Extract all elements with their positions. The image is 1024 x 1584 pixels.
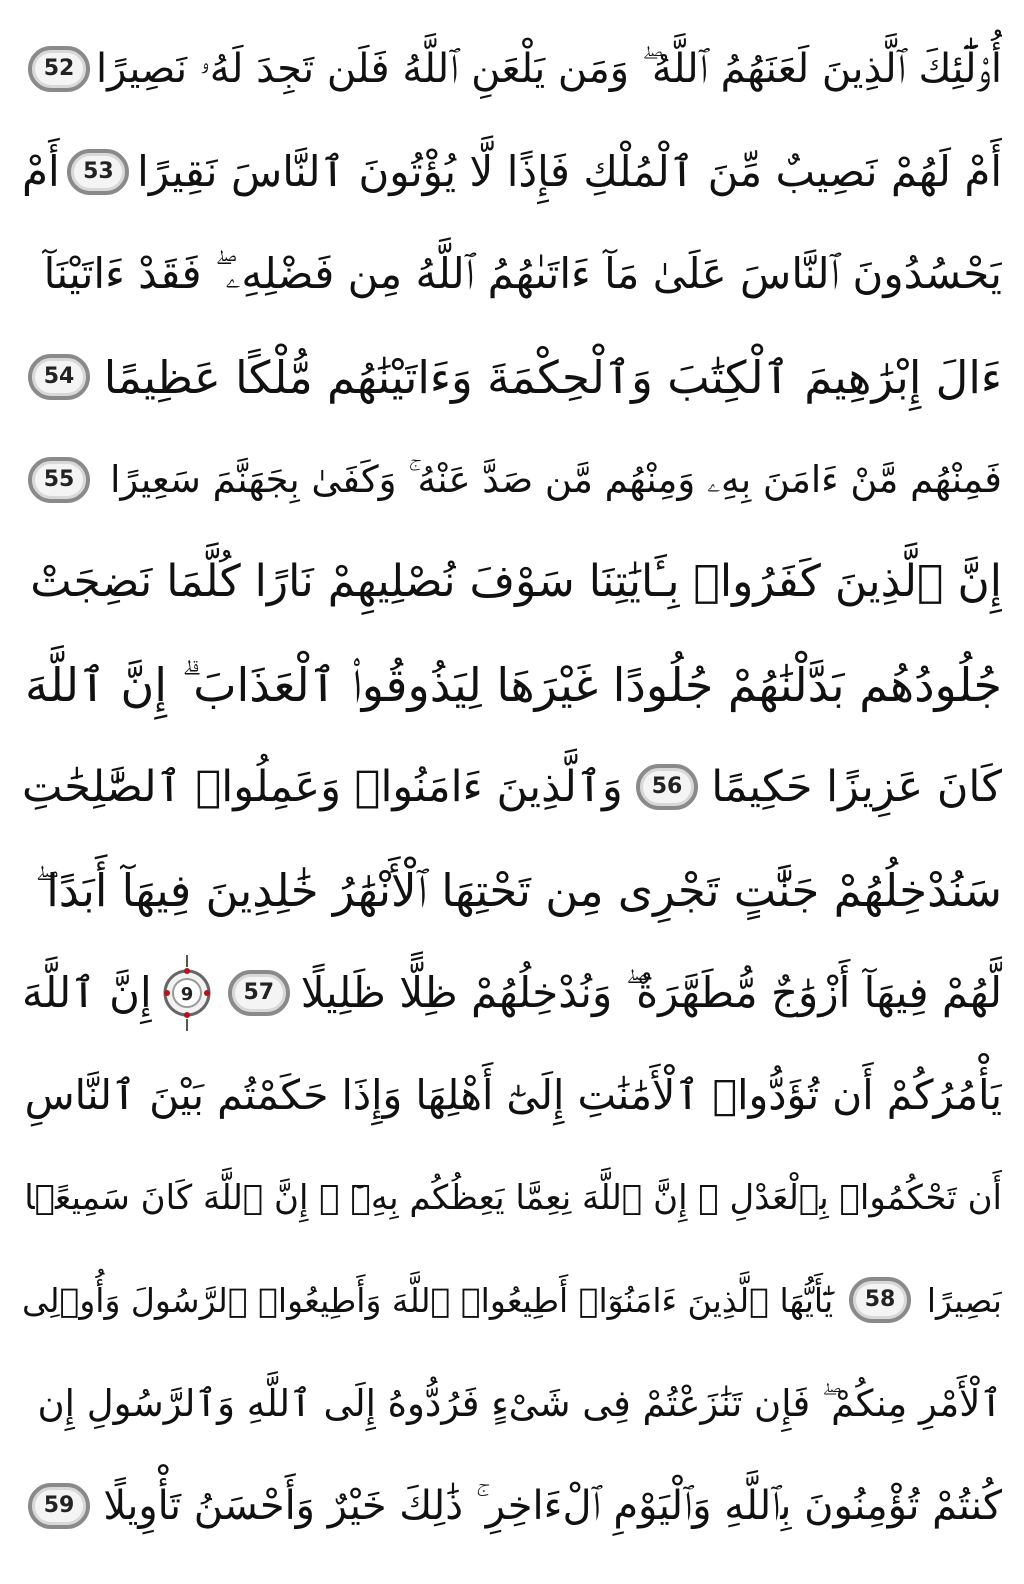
verse-text: ءَالَ إِبْرَٰهِيمَ ٱلْكِتَٰبَ وَٱلْحِكْمَةَ وَءَاتَيْنَٰهُم مُّلْكًا عَظِيمًا [103, 350, 1002, 404]
ayah-end-marker [636, 764, 698, 810]
verse-text: كَانَ عَزِيزًا حَكِيمًا [711, 761, 1002, 812]
ayah-end-marker [28, 1483, 90, 1529]
verse-text: يَحْسُدُونَ ٱلنَّاسَ عَلَىٰ مَآ ءَاتَىٰهُمُ ٱللَّهُ مِن فَضْلِهِۦ ۖ فَقَدْ ءَاتَيْنَآ [43, 249, 1002, 299]
text-line [22, 941, 1002, 1044]
text-line [22, 1147, 1002, 1250]
ayah-end-marker [228, 970, 290, 1016]
text-line [22, 1454, 1002, 1557]
verse-text: أَمْ لَهُمْ نَصِيبٌ مِّنَ ٱلْمُلْكِ فَإِذًا لَّا يُؤْتُونَ ٱلنَّاسَ نَقِيرًا [137, 146, 1002, 196]
ayah-end-marker [849, 1277, 911, 1323]
ayah-number: 52 [43, 56, 75, 82]
ayah-end-marker [28, 354, 90, 400]
ayah-number: 56 [651, 774, 683, 800]
ayah-number: 54 [43, 364, 75, 390]
verse-text: ٱلْأَمْرِ مِنكُمْ ۖ فَإِن تَنَٰزَعْتُمْ فِى شَىْءٍ فَرُدُّوهُ إِلَى ٱللَّهِ وَٱلرَّسُولِ إِن [37, 1381, 1002, 1425]
text-line [22, 18, 1002, 121]
text-line [22, 121, 1002, 224]
verse-text: أَمْ [22, 146, 60, 196]
ayah-end-marker [28, 46, 90, 92]
verse-text: يَأْمُرُكُمْ أَن تُؤَدُّوا۟ ٱلْأَمَٰنَٰتِ إِلَىٰٓ أَهْلِهَا وَإِذَا حَكَمْتُم بَيْنَ ٱلنَّاسِ [24, 1070, 1002, 1119]
verse-text: إِنَّ ٱللَّهَ [22, 967, 152, 1017]
verse-text: بَصِيرًا [926, 1280, 1002, 1320]
verse-text: أَن تَحْكُمُوا۟ بِٱلْعَدْلِ ۚ إِنَّ ٱللَّهَ نِعِمَّا يَعِظُكُم بِهِۦٓ ۗ إِنَّ ٱللَّهَ كَانَ سَمِيعًۢا [24, 1177, 1002, 1218]
text-line [22, 736, 1002, 839]
text-line [22, 223, 1002, 326]
text-line [22, 326, 1002, 429]
verse-text: فَمِنْهُم مَّنْ ءَامَنَ بِهِۦ وَمِنْهُم مَّن صَدَّ عَنْهُ ۚ وَكَفَىٰ بِجَهَنَّمَ سَعِيرًا [110, 458, 1002, 502]
ayah-number: 53 [83, 158, 114, 184]
ayah-number: 57 [243, 979, 275, 1005]
verse-text: كُنتُمْ تُؤْمِنُونَ بِٱللَّهِ وَٱلْيَوْمِ ٱلْءَاخِرِ ۚ ذَٰلِكَ خَيْرٌ وَأَحْسَنُ تَأْوِيلًا [103, 1482, 1002, 1529]
verse-text: إِنَّ ٱلَّذِينَ كَفَرُوا۟ بِـَٔايَٰتِنَا سَوْفَ نُصْلِيهِمْ نَارًا كُلَّمَا نَضِجَتْ [30, 556, 1002, 608]
text-line [22, 1044, 1002, 1147]
ayah-number: 59 [43, 1492, 75, 1518]
hizb-marker [163, 953, 211, 1033]
hizb-ornament-icon [163, 953, 211, 1033]
ayah-end-marker [28, 457, 90, 503]
verse-text: لَّهُمْ فِيهَآ أَزْوَٰجٌ مُّطَهَّرَةٌ ۖ وَنُدْخِلُهُمْ ظِلًّا ظَلِيلًا [300, 967, 1002, 1017]
ayah-end-marker [67, 149, 129, 195]
verse-text: سَنُدْخِلُهُمْ جَنَّٰتٍ تَجْرِى مِن تَحْتِهَا ٱلْأَنْهَٰرُ خَٰلِدِينَ فِيهَآ أَبَدًا ۖ [34, 863, 1002, 917]
ayah-number: 58 [864, 1287, 896, 1313]
verse-text: أُو۟لَٰٓئِكَ ٱلَّذِينَ لَعَنَهُمُ ٱللَّهُ ۖ وَمَن يَلْعَنِ ٱللَّهُ فَلَن تَجِدَ لَهُۥ نَصِيرًا [96, 46, 1002, 93]
text-line [22, 428, 1002, 531]
text-line [22, 839, 1002, 942]
text-line [22, 531, 1002, 634]
verse-text: وَٱلَّذِينَ ءَامَنُوا۟ وَعَمِلُوا۟ ٱلصَّٰلِحَٰتِ [22, 761, 623, 812]
ayah-number: 55 [43, 466, 75, 492]
verse-text: جُلُودُهُم بَدَّلْنَٰهُمْ جُلُودًا غَيْرَهَا لِيَذُوقُوا۟ ٱلْعَذَابَ ۗ إِنَّ ٱللَّهَ [25, 657, 1002, 712]
text-line [22, 1352, 1002, 1455]
verse-text: يَٰٓأَيُّهَا ٱلَّذِينَ ءَامَنُوٓا۟ أَطِيعُوا۟ ٱللَّهَ وَأَطِيعُوا۟ ٱلرَّسُولَ وَأُو۟لِى [22, 1280, 834, 1320]
text-line [22, 634, 1002, 737]
text-line [22, 1249, 1002, 1352]
hizb-number: 9 [180, 983, 193, 1005]
